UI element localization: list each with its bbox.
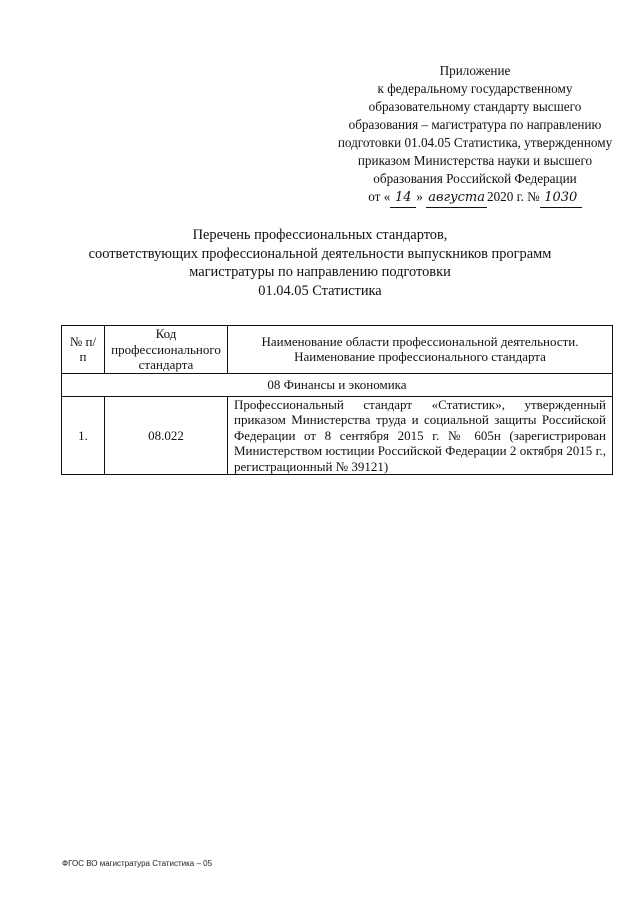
header-code: Код профессионального стандарта bbox=[105, 326, 228, 374]
document-title bbox=[60, 226, 580, 300]
appendix-line: подготовки 01.04.05 Статистика, утвержденному bbox=[337, 135, 613, 150]
appendix-line: приказом Министерства науки и высшего bbox=[357, 153, 593, 168]
handwritten-month: августа bbox=[426, 189, 487, 208]
header-name: Наименование области профессиональной деятельности. Наименование профессионального стандарта bbox=[228, 326, 613, 374]
appendix-block bbox=[330, 62, 620, 208]
appendix-line: образовательному стандарту высшего bbox=[368, 99, 582, 114]
handwritten-day: 14 bbox=[390, 189, 416, 208]
header-number: № п/п bbox=[62, 326, 105, 374]
section-title: 08 Финансы и экономика bbox=[62, 373, 613, 396]
appendix-line: образования Российской Федерации bbox=[373, 171, 577, 186]
table-header-row bbox=[62, 326, 613, 374]
handwritten-order-number: 1030 bbox=[540, 189, 582, 208]
appendix-line: Приложение bbox=[439, 63, 511, 78]
page-footer: ФГОС ВО магистратура Статистика – 05 bbox=[62, 859, 213, 868]
date-mid: » bbox=[416, 189, 423, 204]
row-code: 08.022 bbox=[105, 396, 228, 475]
title-line: Перечень профессиональных стандартов, bbox=[192, 227, 448, 243]
title-line: соответствующих профессиональной деятельности выпускников программ bbox=[88, 245, 552, 262]
table-section-row bbox=[62, 373, 613, 396]
table-row bbox=[62, 396, 613, 475]
title-line: 01.04.05 Статистика bbox=[258, 282, 382, 299]
appendix-line: к федеральному государственному bbox=[377, 81, 573, 96]
row-number: 1. bbox=[62, 396, 105, 475]
title-line: магистратуры по направлению подготовки bbox=[189, 264, 451, 280]
standards-table bbox=[61, 325, 613, 475]
row-description: Профессиональный стандарт «Статистик», утвержденный приказом Министерства труда и социальной защиты Российской Федерации от 8 сентября 2015 г. № 605н (зарегистрирован Министерством юстиции Российской Федерации 2 октября 2015 г., регистрационный № 39121) bbox=[228, 396, 613, 475]
appendix-line: образования – магистратура по направлению bbox=[348, 117, 602, 132]
date-year: 2020 г. № bbox=[486, 189, 540, 204]
appendix-date-line bbox=[330, 188, 620, 208]
date-prefix: от « bbox=[368, 189, 391, 204]
